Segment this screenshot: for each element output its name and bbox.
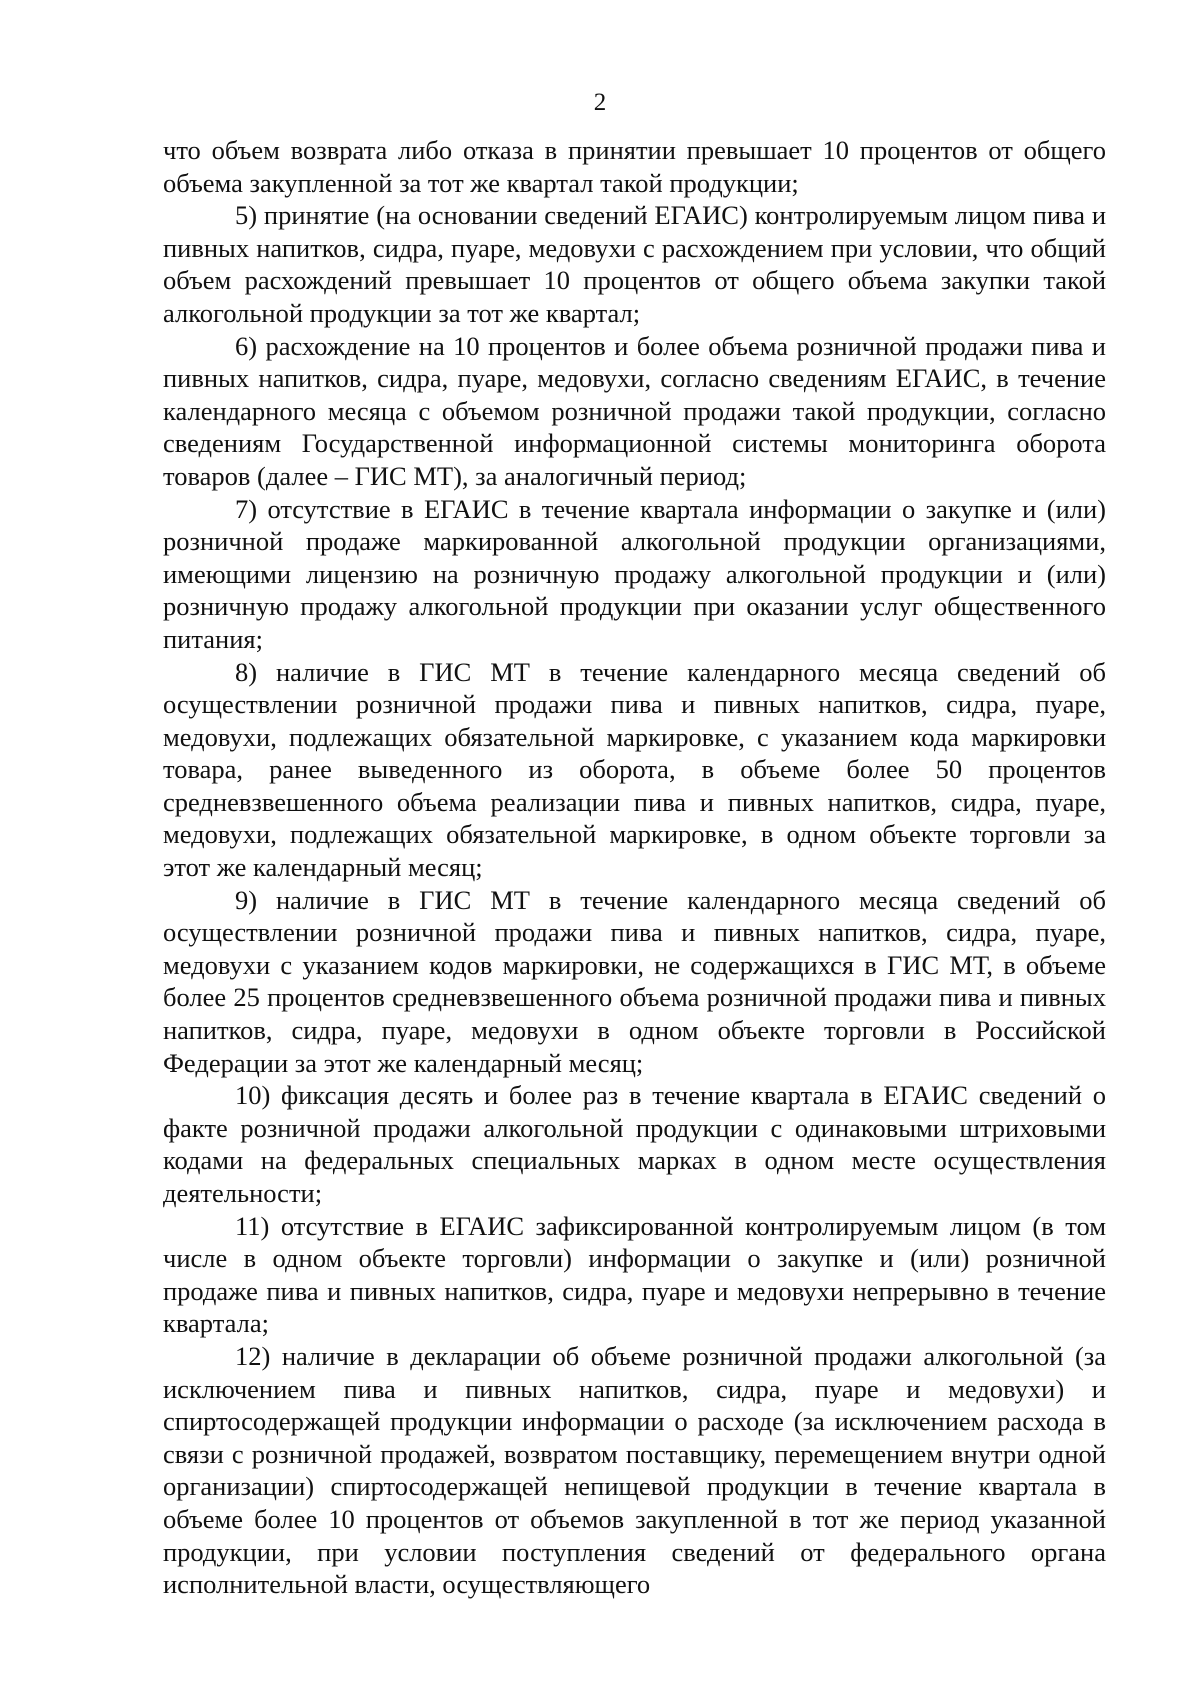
- paragraph-item-6: 6) расхождение на 10 процентов и более объема розничной продажи пива и пивных напитков, сидра, пуаре, медовухи, согласно сведениям ЕГАИС, в течение календарного месяца с объемом розничной продажи такой продукции, согласно сведениям Государственной информационной системы мониторинга оборота товаров (далее – ГИС МТ), за аналогичный период;: [163, 330, 1106, 491]
- document-body: [163, 134, 1106, 1601]
- paragraph-item-12: 12) наличие в декларации об объеме розничной продажи алкогольной (за исключением пива и пивных напитков, сидра, пуаре и медовухи) и спиртосодержащей продукции информации о расходе (за исключением расхода в связи с розничной продажей, возвратом поставщику, перемещением внутри одной организации) спиртосодержащей непищевой продукции в течение квартала в объеме более 10 процентов от объемов закупленной в тот же период указанной продукции, при условии поступления сведений от федерального органа исполнительной власти, осуществляющего: [163, 1340, 1106, 1600]
- page-number: 2: [593, 89, 607, 116]
- paragraph-item-5: 5) принятие (на основании сведений ЕГАИС) контролируемым лицом пива и пивных напитков, сидра, пуаре, медовухи с расхождением при условии, что общий объем расхождений превышает 10 процентов от общего объема закупки такой алкогольной продукции за тот же квартал;: [163, 200, 1106, 328]
- paragraph-item-7: 7) отсутствие в ЕГАИС в течение квартала информации о закупке и (или) розничной продаже маркированной алкогольной продукции организациями, имеющими лицензию на розничную продажу алкогольной продукции и (или) розничную продажу алкогольной продукции при оказании услуг общественного питания;: [163, 493, 1106, 654]
- paragraph-item-11: 11) отсутствие в ЕГАИС зафиксированной контролируемым лицом (в том числе в одном объекте торговли) информации о закупке и (или) розничной продаже пива и пивных напитков, сидра, пуаре и медовухи непрерывно в течение квартала;: [163, 1210, 1106, 1339]
- paragraph-continuation: что объем возврата либо отказа в принятии превышает 10 процентов от общего объема закупленной за тот же квартал такой продукции;: [163, 135, 1106, 198]
- paragraph-item-9: 9) наличие в ГИС МТ в течение календарного месяца сведений об осуществлении розничной продажи пива и пивных напитков, сидра, пуаре, медовухи с указанием кодов маркировки, не содержащихся в ГИС МТ, в объеме более 25 процентов средневзвешенного объема розничной продажи пива и пивных напитков, сидра, пуаре, медовухи в одном объекте торговли в Российской Федерации за этот же календарный месяц;: [163, 884, 1106, 1078]
- paragraph-item-10: 10) фиксация десять и более раз в течение квартала в ЕГАИС сведений о факте розничной продажи алкогольной продукции с одинаковыми штриховыми кодами на федеральных специальных марках в одном месте осуществления деятельности;: [163, 1080, 1106, 1208]
- paragraph-item-8: 8) наличие в ГИС МТ в течение календарного месяца сведений об осуществлении розничной продажи пива и пивных напитков, сидра, пуаре, медовухи, подлежащих обязательной маркировке, с указанием кода маркировки товара, ранее выведенного из оборота, в объеме более 50 процентов средневзвешенного объема реализации пива и пивных напитков, сидра, пуаре, медовухи, подлежащих обязательной маркировке, в одном объекте торговли за этот же календарный месяц;: [163, 656, 1106, 883]
